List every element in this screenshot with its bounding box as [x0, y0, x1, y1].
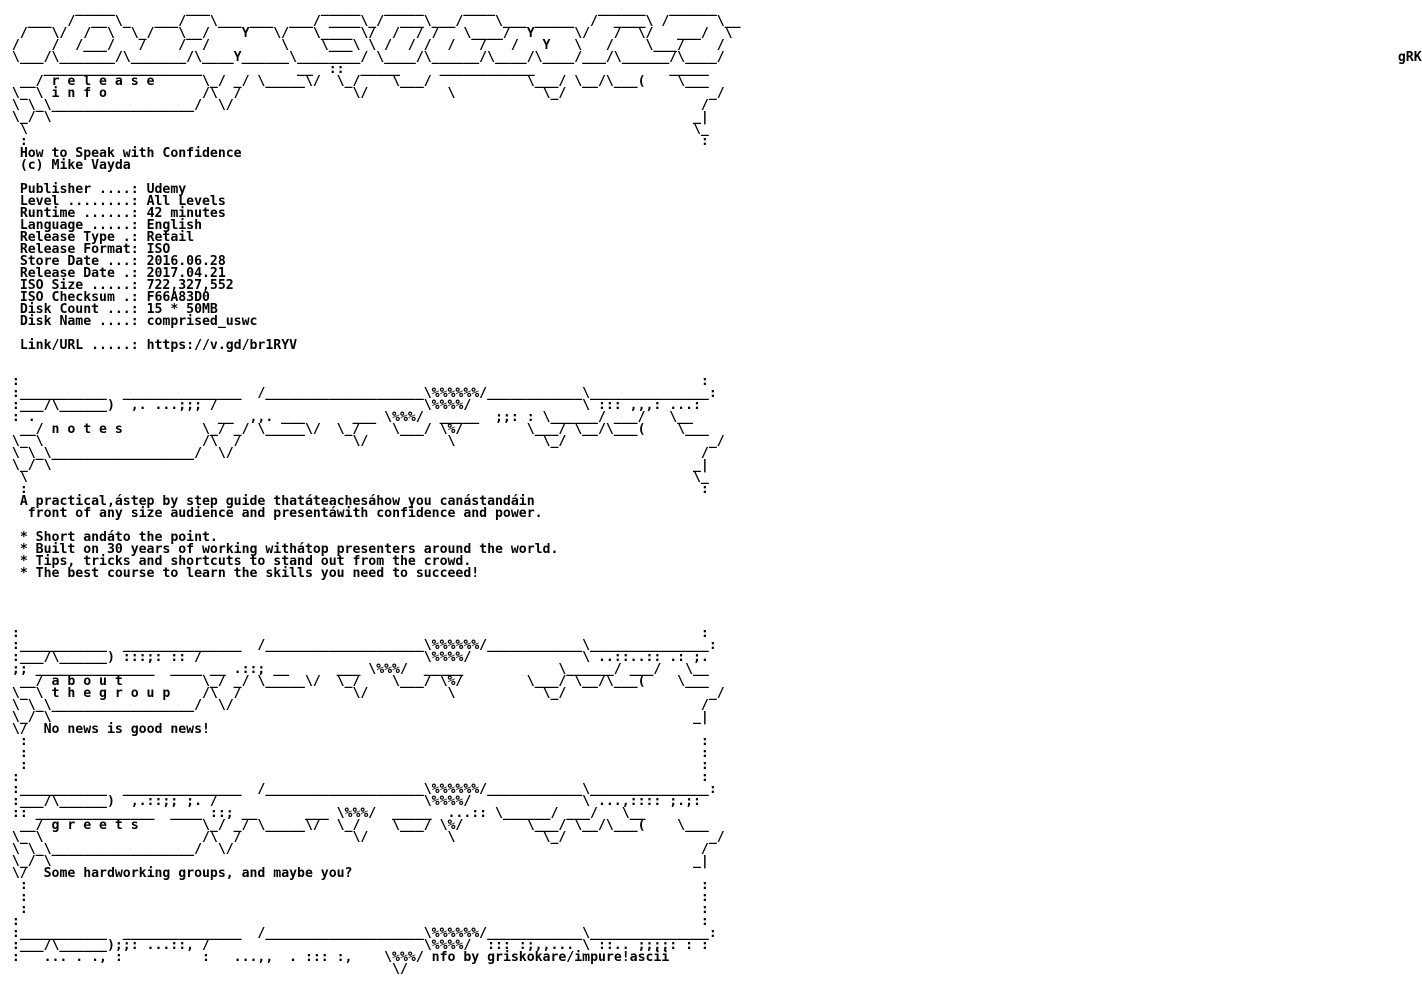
meta-value-store-date: 2016.06.28 [146, 254, 226, 269]
meta-value-release-format: ISO [146, 242, 171, 257]
meta-label-iso-checksum: ISO Checksum . [19, 290, 131, 305]
meta-value-runtime: 42 minutes [146, 206, 226, 221]
about-text: No news is good news! [43, 722, 210, 737]
greets-footer-divider: : : :___________ _______________ /____________________\%%%%%%/____________\_______________: :___/\______);;: ...::, / \%%%%/ ::: :;,,... \ ::.. ;;;;: : : : ... . ., : : ...,, . ::: :, \%%%/ [11, 914, 717, 965]
release-title: How to Speak with Confidence [19, 146, 242, 161]
group-tag-text: gRK [1397, 50, 1422, 65]
meta-value-level: All Levels [146, 194, 226, 209]
meta-value-disk-count: 15 * 50MB [146, 302, 218, 317]
meta-label-release-date: Release Date . [19, 266, 131, 281]
release-info-header: ____________________ __ :: _____ ____________ _____ __/ r e l e a s e \_/ _/ \_____\/ \_/ \___/ \___/ \__/\___( \___ \_ \ i n f o /\ / \/ \ \_/ _/ \ \_\__________________/ \/ / \_/ \ _| \ \_ : : [11, 62, 725, 149]
notes-header: __/ n o t e s \_/ _/ \_____\/ \_/ \___/ \%/ \___/ \__/\___( \___ \_ \ /\ / \/ \ \_/ _/ \ \_\__________________/ \/ / \_/ \ _| \ \_ : : [11, 422, 725, 497]
meta-value-publisher: Udemy [146, 182, 187, 197]
about-footer-divider: : : :___________ _______________ /____________________\%%%%%%/____________\_______________: :___/\______) ,.::;; ;. / \%%%%/ \ ...,:::: ;.;: :: _______________ ____ ::; __ ___ \%%%/ _____ ...:: \______/ ___/ \__ [11, 770, 717, 821]
meta-label-level: Level ........ [19, 194, 131, 209]
meta-label-language: Language ..... [19, 218, 131, 233]
notes-line: A practical,ástep by step guide thatáteachesáhow you canástandáin [19, 494, 535, 509]
meta-value-iso-size: 722,327,552 [146, 278, 234, 293]
link-url[interactable]: https://v.gd/br1RYV [146, 338, 298, 353]
meta-label-publisher: Publisher .... [19, 182, 131, 197]
notes-footer-divider: : : :___________ _______________ /____________________\%%%%%%/____________\_______________: :___/\______) :::;: :: / \%%%%/ \ ..::..:: .: ;. ;; _______________ ____ __ .::; __ ___ \%%%/ _____ \______/ ___/ \__ [11, 626, 717, 677]
meta-label-iso-size: ISO Size ..... [19, 278, 131, 293]
notes-line: front of any size audience and presentáwith confidence and power. [19, 506, 543, 521]
about-header: __/ a b o u t \_/ _/ \_____\/ \_/ \___/ \%/ \___/ \__/\___( \___ \_ \ t h e g r o u p /\ / \/ \ \_/ _/ \ \_\__________________/ \/ / [11, 674, 725, 713]
meta-label-disk-name: Disk Name .... [19, 314, 131, 329]
group-logo-ascii-art: _____ ___ _____ _____ ____ ______ ______ ___ / __ \_ ___/ \___ ___ ___/ ____\_/ ___\___/ \___ _____ / ____\ / \__ / \/ / \ \_/ \__/ Y \/ \____ \/ / / / \____/ Y \/ / \/ ___/ \ / / /___/ / / / \ \___\ \ / / / / / / Y \ / \___/ / \___/\_______/\_______/\____Y______\________/ \____/\______/\____/\____/___/\______/\____/ [11, 2, 741, 65]
notes-bullet: * Short andáto the point. [19, 530, 218, 545]
group-tag [725, 50, 1398, 65]
release-info-footer-divider: : : :___________ _______________ /____________________\%%%%%%/____________\_______________: :___/\______) ,. ...;;; / \%%%%/ \ ::: ,,,: ...: : . __ ,,. ___ ___ \%%%/ _____ ;;: : \______/ ___/ \__ [11, 374, 717, 425]
greets-header: __/ g r e e t s \_/ _/ \_____\/ \_/ \___/ \%/ \___/ \__/\___( \___ \_ \ /\ / \/ \ \_/ _/ \ \_\__________________/ \/ / [11, 818, 725, 857]
greets-text: Some hardworking groups, and maybe you? [43, 866, 353, 881]
notes-bullet: * The best course to learn the skills you need to succeed! [19, 566, 480, 581]
meta-label-release-type: Release Type . [19, 230, 131, 245]
meta-value-release-date: 2017.04.21 [146, 266, 226, 281]
meta-label-store-date: Store Date ... [19, 254, 131, 269]
meta-label-disk-count: Disk Count ... [19, 302, 131, 317]
notes-bullet: * Built on 30 years of working withátop presenters around the world. [19, 542, 559, 557]
nfo-credit: nfo by griskokare/impure!ascii [431, 950, 670, 965]
meta-value-iso-checksum: F66A83D0 [146, 290, 210, 305]
meta-label-runtime: Runtime ...... [19, 206, 131, 221]
meta-label-release-format: Release Format [19, 242, 131, 257]
link-label: Link/URL ..... [19, 338, 131, 353]
notes-bullet: * Tips, tricks and shortcuts to stand out from the crowd. [19, 554, 472, 569]
release-subtitle: (c) Mike Vayda [19, 158, 131, 173]
nfo-document: _____ ___ _____ _____ ____ ______ ______ ___ / __ \_ ___/ \___ ___ ___/ ____\_/ ___\___/ \___ _____ / ____\ / \__ / \/ / \ \_/ \__/ Y \/ \____ \/ / / / \____/ Y \/ / \/ ___/ \ / / /___/ / / / \ \___\ \ / / / / / / Y \ / \___/ / \___/\_______/\_______/\____Y______\________/ \____/\______/\____/\____/___/\______/\____/ gRK ____________________ __ :: _____ ____________ _____ __/ r e l e a s e \_/ _/ \_____\/ \_/ \___/ \___/ \__/\___( \___ \_ \ i n f o /\ / \/ \ \_/ _/ \ \_\__________________/ \/ / \_/ \ _| \ \_ : : How to Speak with Confidence (c) Mike Vayda Publisher ....: Udemy Level ........: All Levels Runtime ......: 42 minutes Language .....: English Release Type .: Retail Release Format: ISO Store Date ...: 2016.06.28 Release Date .: 2017.04.21 ISO Size .....: 722,327,552 ISO Checksum .: F66A83D0 Disk Count ...: 15 * 50MB Disk Name ....: comprised_uswc Link/URL .....: https://v.gd/br1RYV : : :___________ _______________ /____________________\%%%%%%/____________\_______________: :___/\______) ,. ...;;; / \%%%%/ \ ::: ,,,: ...: : . __ ,,. ___ ___ \%%%/ _____ ;;: : \______/ ___/ \__ __/ n o t e s \_/ _/ \_____\/ \_/ \___/ \%/ \___/ \__/\___( \___ \_ \ /\ / \/ \ \_/ _/ \ \_\__________________/ \/ / \_/ \ _| \ \_ : : A practical,ástep by step guide thatáteachesáhow you canástandáin front of any size audience and presentáwith confidence and power. * Short andáto the point. * Built on 30 years of working withátop presenters around the world. * Tips, tricks and shortcuts to stand out from the crowd. * The best course to learn the skills you need to succeed! : : :___________ _______________ /____________________\%%%%%%/____________\_______________: :___/\______) :::;: :: / \%%%%/ \ ..::..:: .: ;. ;; _______________ ____ __ .::; __ ___ \%%%/ _____ \______/ ___/ \__ __/ a b o u t \_/ _/ \_____\/ \_/ \___/ \%/ \___/ \__/\___( \___ \_ \ t h e g r o u p /\ / \/ \ \_/ _/ \ \_\__________________/ \/ / \_/ \ _| \/ No news is good news! : : : : : : : : :___________ _______________ /____________________\%%%%%%/____________\_______________: :___/\______) ,.::;; ;. / \%%%%/ \ ...,:::: ;.;: :: _______________ ____ ::; __ ___ \%%%/ _____ ...:: \______/ ___/ \__ __/ g r e e t s \_/ _/ \_____\/ \_/ \___/ \%/ \___/ \__/\___( \___ \_ \ /\ / \/ \ \_/ _/ \ \_\__________________/ \/ / \_/ \ _| \/ Some hardworking groups, and maybe you? : : : : : : : : :___________ _______________ /____________________\%%%%%%/____________\_______________: :___/\______);;: ...::, / \%%%%/ ::: :;,,... \ ::.. ;;;;: : : : ... . ., : : ...,, . ::: :, \%%%/ nfo by griskokare/impure!ascii \/ [4, 4, 1422, 976]
meta-value-disk-name: comprised_uswc [146, 314, 258, 329]
meta-value-release-type: Retail [146, 230, 195, 245]
meta-value-language: English [146, 218, 202, 233]
